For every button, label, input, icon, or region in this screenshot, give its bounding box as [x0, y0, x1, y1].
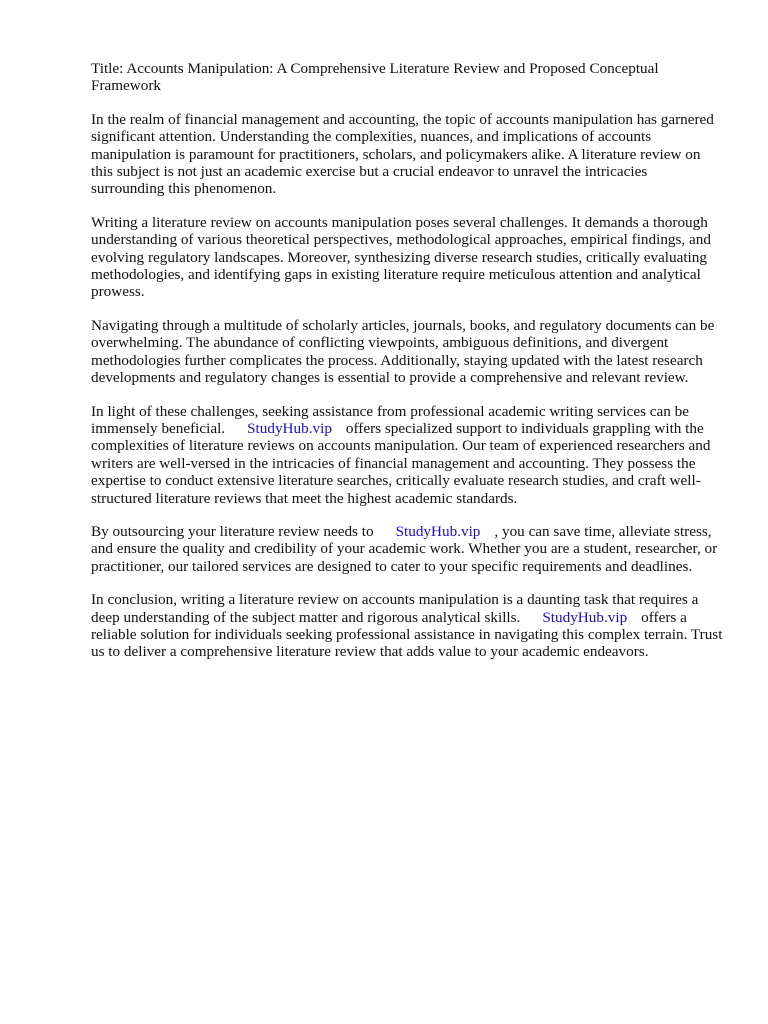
- document-page: [91, 60, 723, 677]
- paragraph-conclusion: [91, 591, 723, 661]
- paragraph-intro: In the realm of financial management and accounting, the topic of accounts manipulation has garnered significant attention. Understanding the complexities, nuances, and implications of accounts manipulation is paramount for practitioners, scholars, and policymakers alike. A literature review on this subject is not just an academic exercise but a crucial endeavor to unravel the intricacies surrounding this phenomenon.: [91, 110, 714, 198]
- paragraph-conclusion-text-after: offers a reliable solution for individuals seeking professional assistance in navigating this complex terrain. Trust us to deliver a comprehensive literature review that adds value to your academic endeavors.: [91, 608, 723, 661]
- paragraph-outsourcing-text-after: , you can save time, alleviate stress, and ensure the quality and credibility of your academic work. Whether you are a student, researcher, or practitioner, our tailored services are designed to cater to your specific requirements and deadlines.: [91, 522, 718, 575]
- paragraph-assistance-text-before: In light of these challenges, seeking assistance from professional academic writing services can be immensely beneficial.: [91, 402, 690, 437]
- paragraph-assistance-text-after: offers specialized support to individuals grappling with the complexities of literature reviews on accounts manipulation. Our team of experienced researchers and writers are well-versed in the intricacies of financial management and accounting. They possess the expertise to conduct extensive literature searches, critically evaluate research studies, and craft well-structured literature reviews that meet the highest academic standards.: [91, 419, 711, 507]
- paragraph-navigating: Navigating through a multitude of scholarly articles, journals, books, and regulatory documents can be overwhelming. The abundance of conflicting viewpoints, ambiguous definitions, and divergent methodologies further complicates the process. Additionally, staying updated with the latest research developments and regulatory changes is essential to provide a comprehensive and relevant review.: [91, 316, 715, 387]
- paragraph-conclusion-text-before: In conclusion, writing a literature review on accounts manipulation is a daunting task that requires a deep understanding of the subject matter and rigorous analytical skills.: [91, 591, 699, 626]
- studyhub-link[interactable]: StudyHub.vip: [395, 522, 481, 540]
- paragraph-challenges: Writing a literature review on accounts manipulation poses several challenges. It demands a thorough understanding of various theoretical perspectives, methodological approaches, empirical findings, and evolving regulatory landscapes. Moreover, synthesizing diverse research studies, critically evaluating methodologies, and identifying gaps in existing literature require meticulous attention and analytical prowess.: [91, 213, 711, 301]
- document-title: Title: Accounts Manipulation: A Comprehensive Literature Review and Proposed Conceptual Framework: [91, 60, 659, 95]
- studyhub-link[interactable]: StudyHub.vip: [542, 608, 628, 626]
- paragraph-outsourcing-text-before: By outsourcing your literature review needs to: [91, 522, 374, 540]
- paragraph-outsourcing: [91, 523, 723, 575]
- studyhub-link[interactable]: StudyHub.vip: [247, 419, 332, 437]
- paragraph-assistance: [91, 403, 723, 507]
